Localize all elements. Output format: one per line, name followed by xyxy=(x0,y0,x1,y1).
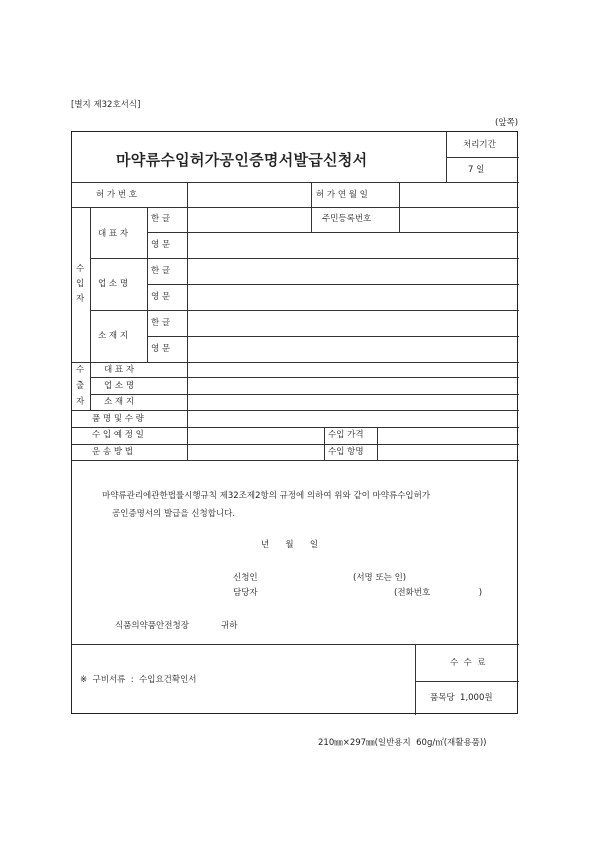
exporter-company-field[interactable] xyxy=(188,378,519,394)
attachments-note: ※ 구비서류 : 수입요건확인서 xyxy=(80,675,197,685)
import-date-field[interactable] xyxy=(188,428,324,444)
exporter-rep-label: 대 표 자 xyxy=(104,365,135,375)
applicant-label: 신청인 xyxy=(233,573,258,583)
company-korean-label: 한 글 xyxy=(151,266,171,276)
processing-period-value: 7 일 xyxy=(468,165,485,175)
form-number: [별지 제32호서식] xyxy=(71,100,141,110)
product-quantity-label: 품 명 및 수 량 xyxy=(92,414,144,424)
rep-korean-label: 한 글 xyxy=(151,214,171,224)
importer-representative-label: 대 표 자 xyxy=(98,229,129,239)
address-english-field[interactable] xyxy=(188,337,519,362)
honorific: 귀하 xyxy=(221,621,238,631)
permit-number-field[interactable] xyxy=(188,183,311,207)
resident-number-field[interactable] xyxy=(400,208,519,232)
import-date-label: 수 입 예 정 일 xyxy=(92,430,144,440)
product-quantity-field[interactable] xyxy=(188,411,519,427)
exporter-address-label: 소 재 지 xyxy=(104,397,135,407)
import-port-label: 수입 항명 xyxy=(328,447,364,457)
phone-number: (전화번호 ) xyxy=(394,588,483,598)
applicant-name-field[interactable] xyxy=(262,570,347,584)
exporter-label: 수 출 자 xyxy=(76,365,85,407)
importer-address-label: 소 재 지 xyxy=(98,331,129,341)
company-korean-field[interactable] xyxy=(188,259,519,284)
paper-spec: 210㎜×297㎜(일반용지 60g/㎡(재활용품)) xyxy=(318,738,487,748)
manager-label: 담당자 xyxy=(233,588,258,598)
rep-korean-field[interactable] xyxy=(188,208,311,232)
exporter-company-label: 업 소 명 xyxy=(104,381,135,391)
import-price-field[interactable] xyxy=(378,428,519,444)
company-english-field[interactable] xyxy=(188,285,519,310)
page-side-label: (앞쪽) xyxy=(495,118,519,128)
application-form xyxy=(71,131,518,714)
permit-date-label: 허 가 연 월 일 xyxy=(316,190,368,200)
application-date: 년 월 일 xyxy=(261,540,319,550)
importer-label: 수 입 자 xyxy=(76,264,85,304)
permit-number-label: 허 가 번 호 xyxy=(96,190,137,200)
resident-number-label: 주민등록번호 xyxy=(322,214,372,224)
rep-english-field[interactable] xyxy=(188,233,519,258)
statement-line-2: 공인증명서의 발급을 신청합니다. xyxy=(112,509,236,519)
address-english-label: 영 문 xyxy=(151,344,171,354)
processing-period-label: 처리기간 xyxy=(463,140,496,150)
importer-company-label: 업 소 명 xyxy=(98,279,129,289)
rep-english-label: 영 문 xyxy=(151,240,171,250)
recipient: 식품의약품안전청장 xyxy=(115,621,189,631)
transport-field[interactable] xyxy=(188,445,324,460)
exporter-address-field[interactable] xyxy=(188,395,519,410)
company-english-label: 영 문 xyxy=(151,292,171,302)
signature-note: (서명 또는 인) xyxy=(353,573,407,583)
address-korean-field[interactable] xyxy=(188,311,519,336)
transport-label: 운 송 방 법 xyxy=(92,447,133,457)
form-title: 마약류수입허가공인증명서발급신청서 xyxy=(116,151,368,169)
import-port-field[interactable] xyxy=(378,445,519,460)
address-korean-label: 한 글 xyxy=(151,318,171,328)
manager-name-field[interactable] xyxy=(262,585,387,599)
statement-line-1: 마약류관리에관한법률시행규칙 제32조제2항의 규정에 의하여 위와 같이 마약류수입허가 xyxy=(102,491,431,501)
permit-date-field[interactable] xyxy=(400,183,519,207)
fee-value: 품목당 1,000원 xyxy=(430,693,493,703)
fee-label: 수 수 료 xyxy=(450,658,486,668)
exporter-rep-field[interactable] xyxy=(188,363,519,377)
import-price-label: 수입 가격 xyxy=(328,430,364,440)
